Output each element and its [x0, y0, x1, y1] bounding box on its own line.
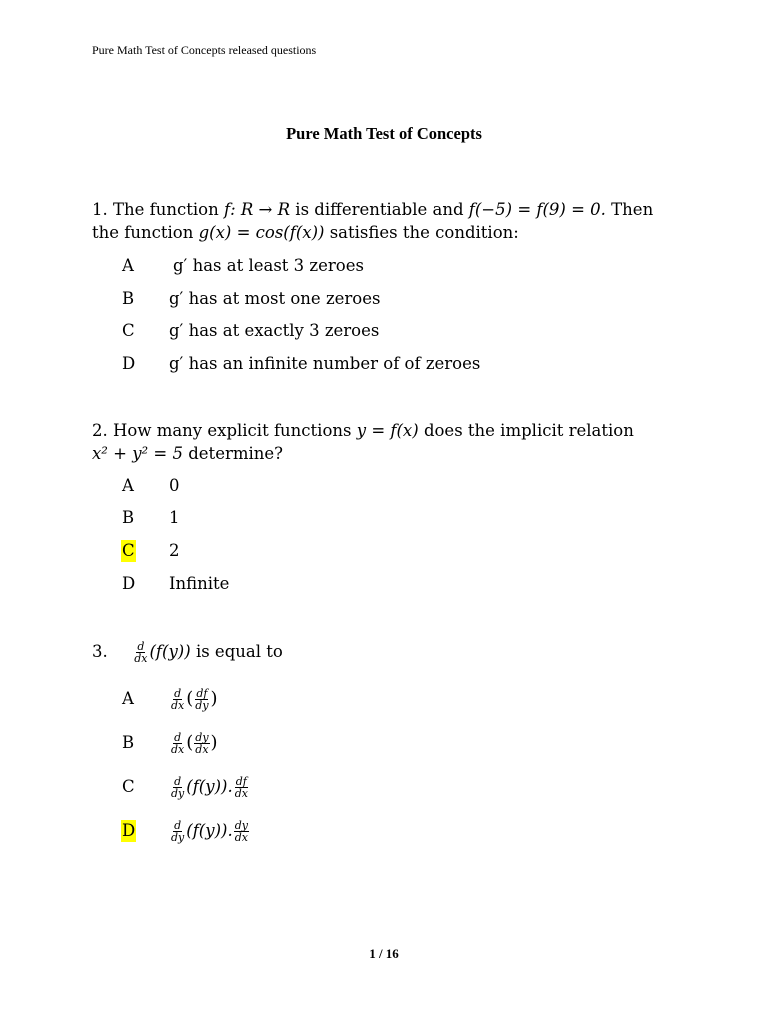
question-2-text-2: does the implicit relation	[423, 421, 634, 440]
option-fraction-1: $\frac{d}{dx}$	[171, 687, 185, 712]
option-fraction-1: $\frac{d}{dy}$	[171, 819, 185, 844]
option-letter-highlighted: C	[122, 541, 135, 560]
option-fraction-2: $\frac{df}{dx}$	[234, 775, 248, 800]
option-text: 0	[169, 476, 180, 495]
option-fraction-2: $\frac{df}{dy}$	[195, 687, 209, 712]
option-fraction-2: $\frac{dy}{dx}$	[234, 819, 248, 844]
question-3-number: 3.	[92, 642, 108, 661]
question-2-math-1: y = f(x)	[356, 421, 419, 440]
question-2-text-1: How many explicit functions	[113, 421, 352, 440]
option-letter: B	[122, 289, 135, 308]
question-2-text-3: determine?	[188, 444, 284, 463]
option-text: 2	[169, 541, 180, 560]
question-3-expression: (f(y))	[149, 642, 191, 661]
question-2-math-2: x² + y² = 5	[92, 444, 183, 463]
option-text: has an infinite number of of zeroes	[188, 354, 481, 373]
document-title: Pure Math Test of Concepts	[286, 124, 482, 143]
option-symbol: g′	[169, 289, 184, 308]
page-number: 1 / 16	[369, 946, 399, 961]
running-header: Pure Math Test of Concepts released questions	[92, 43, 317, 57]
question-1-math-4: g(x) = cos(f(x))	[198, 223, 325, 242]
option-expression: (f(y)).	[186, 821, 233, 840]
option-letter: C	[122, 777, 135, 796]
question-1-number: 1.	[92, 200, 108, 219]
option-letter: A	[122, 689, 134, 708]
question-3-stem	[92, 640, 692, 664]
derivative-fraction: $\frac{d}{dx}$	[134, 640, 148, 665]
question-2-number: 2.	[92, 421, 108, 440]
option-symbol: g′	[169, 321, 184, 340]
question-1-text-1: The function	[113, 200, 219, 219]
question-2-stem	[92, 419, 692, 465]
option-letter: D	[122, 574, 136, 593]
option-letter: C	[122, 321, 135, 340]
question-3-text: is equal to	[195, 642, 283, 661]
option-letter-highlighted: D	[122, 821, 136, 840]
option-letter: A	[122, 476, 134, 495]
option-text: 1	[169, 508, 180, 527]
question-1-math-3: f(−5) = f(9) = 0.	[468, 200, 606, 219]
option-fraction-1: $\frac{d}{dy}$	[171, 775, 185, 800]
question-1-text-4: the function	[92, 223, 194, 242]
option-fraction-1: $\frac{d}{dx}$	[171, 731, 185, 756]
option-letter: B	[122, 508, 135, 527]
question-1-text-3: Then	[611, 200, 654, 219]
option-symbol: g′	[169, 354, 184, 373]
option-text: has at least 3 zeroes	[192, 256, 364, 275]
option-expression: (f(y)).	[186, 777, 233, 796]
option-text: has at exactly 3 zeroes	[188, 321, 380, 340]
question-1-math-2: : R → R	[230, 200, 291, 219]
option-letter: B	[122, 733, 135, 752]
option-text: Infinite	[169, 574, 230, 593]
question-1-text-2: is differentiable and	[295, 200, 464, 219]
question-1-text-5: satisfies the condition:	[329, 223, 519, 242]
question-1-math-1: f	[223, 200, 231, 219]
option-fraction-2: $\frac{dy}{dx}$	[195, 731, 209, 756]
option-symbol: g′	[173, 256, 188, 275]
option-letter: D	[122, 354, 136, 373]
question-1-stem	[92, 198, 692, 244]
option-letter: A	[122, 256, 134, 275]
option-text: has at most one zeroes	[188, 289, 381, 308]
